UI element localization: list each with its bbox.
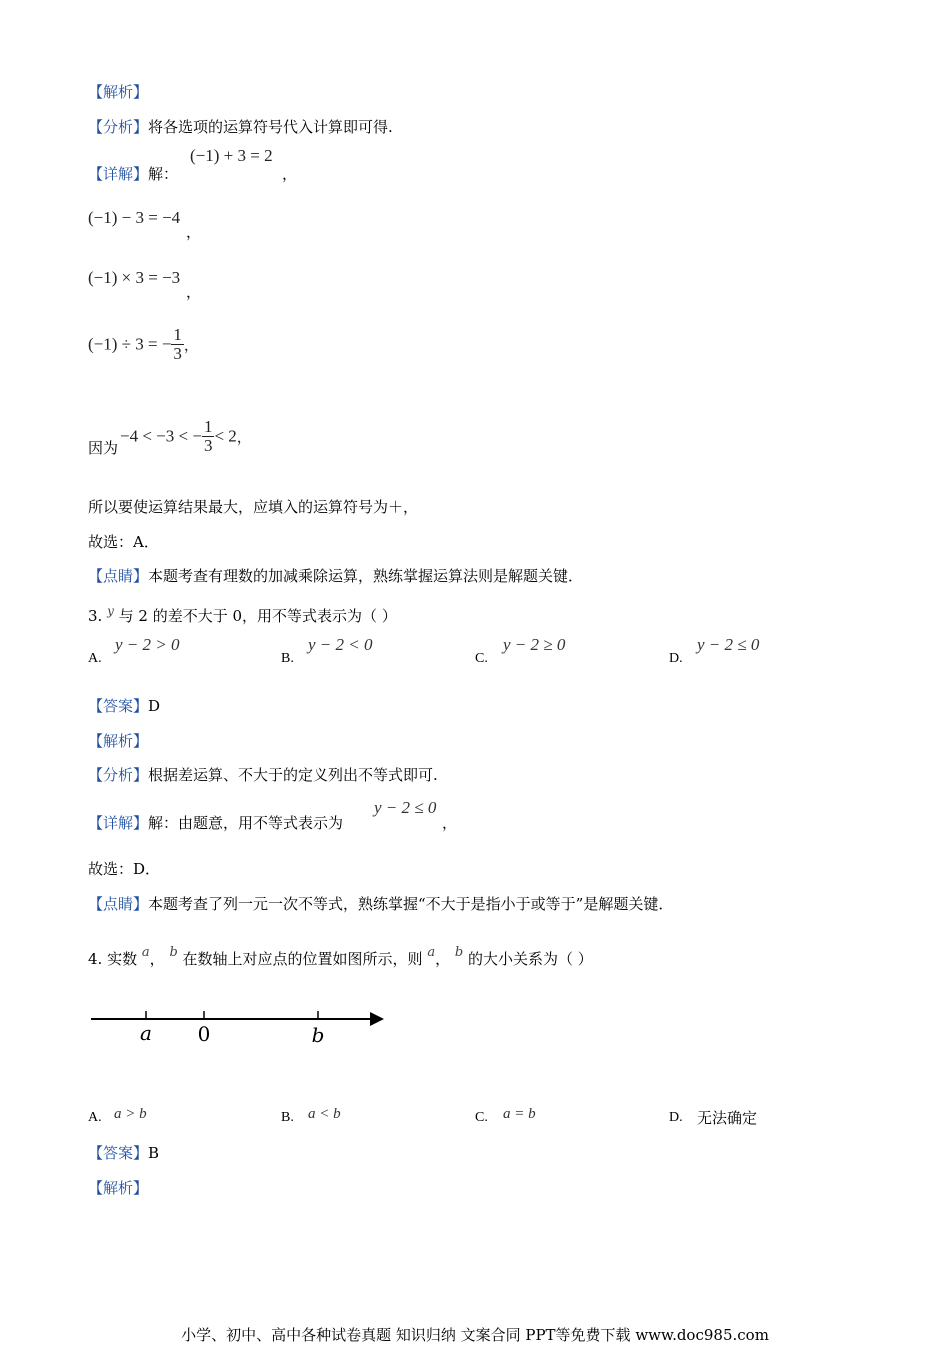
option-b-expr: a < b <box>308 1106 341 1122</box>
option-d-label: D. <box>669 651 683 666</box>
analysis-tag-q3: 【解析】 <box>88 732 149 750</box>
question-mid-text: 在数轴上对应点的位置如图所示，则 <box>182 950 423 968</box>
var-b: b <box>454 945 464 960</box>
analysis-tag-q2: 【解析】 <box>88 83 149 101</box>
method-text: 根据差运算、不大于的定义列出不等式即可. <box>148 766 438 784</box>
option-a-expr: y − 2 > 0 <box>115 635 180 654</box>
method-tag: 【分析】 <box>88 766 149 784</box>
comma: ， <box>183 338 199 354</box>
comma: ， <box>236 430 252 446</box>
option-b-expr: y − 2 < 0 <box>308 635 373 654</box>
option-b-label: B. <box>281 1110 294 1125</box>
detail-tag: 【详解】 <box>88 165 149 183</box>
equation-4-lhs: (−1) ÷ 3 = − <box>88 334 172 354</box>
var-y: y <box>107 604 114 618</box>
method-tag: 【分析】 <box>88 118 149 136</box>
comma: ， <box>186 223 202 241</box>
comma: ， <box>442 814 458 832</box>
label-zero: 0 <box>197 1022 211 1046</box>
option-c-label: C. <box>475 651 488 666</box>
question-text: 与 2 的差不大于 0，用不等式表示为（ ） <box>118 607 397 625</box>
option-c-expr: y − 2 ≥ 0 <box>503 635 566 654</box>
answer-value: D <box>148 697 161 715</box>
option-d-label: D. <box>669 1110 683 1125</box>
equation-4 <box>88 326 199 363</box>
inequality-chain <box>120 418 252 455</box>
detail-tag: 【详解】 <box>88 814 149 832</box>
question-number: 3. <box>88 607 103 625</box>
comma: ， <box>282 165 298 183</box>
detail-text: 解：由题意，用不等式表示为 <box>148 814 344 832</box>
label-b: b <box>311 1023 325 1047</box>
option-b-label: B. <box>281 651 294 666</box>
fraction-one-third <box>171 326 184 363</box>
inequality-right: < 2 <box>214 426 237 446</box>
analysis-tag-q4: 【解析】 <box>88 1179 149 1197</box>
option-d-text: 无法确定 <box>697 1109 758 1127</box>
var-b: b <box>169 945 178 960</box>
method-line-q3 <box>88 765 438 785</box>
method-line-q2 <box>88 117 393 137</box>
conclusion-line: 所以要使运算结果最大，应填入的运算符号为＋， <box>88 498 419 516</box>
question-3-stem <box>88 601 397 626</box>
option-c-label: C. <box>475 1110 488 1125</box>
fraction-denominator: 3 <box>173 344 182 363</box>
detail-prefix: 解： <box>148 165 179 183</box>
answer-tag: 【答案】 <box>88 1144 149 1162</box>
number-line-figure <box>88 1000 388 1050</box>
equation-3: (−1) × 3 = −3 <box>88 268 181 287</box>
comment-text: 本题考查了列一元一次不等式，熟练掌握“不大于是指小于或等于”是解题关键． <box>148 895 674 913</box>
comment-tag: 【点睛】 <box>88 567 149 585</box>
option-a-expr: a > b <box>114 1106 147 1122</box>
comment-line-q2 <box>88 566 583 586</box>
option-a-label: A. <box>88 651 102 666</box>
question-number: 4. 实数 <box>88 950 138 968</box>
equation-2: (−1) − 3 = −4 <box>88 208 181 227</box>
question-4-stem <box>88 943 593 969</box>
option-c-expr: a = b <box>503 1106 536 1122</box>
label-a: a <box>140 1021 152 1045</box>
choice-line-q3: 故选：D． <box>88 860 161 878</box>
fraction-numerator: 1 <box>203 417 213 436</box>
number-line-arrow <box>370 1012 384 1026</box>
choice-line-q2: 故选：A． <box>88 533 159 551</box>
detail-line-q3 <box>88 813 343 833</box>
comma: ， <box>149 950 165 968</box>
page-footer: 小学、初中、高中各种试卷真题 知识归纳 文案合同 PPT等免费下载 www.doc985.com <box>181 1326 769 1344</box>
detail-line-q2 <box>88 164 178 184</box>
comment-line-q3 <box>88 894 673 914</box>
because-label: 因为 <box>88 439 119 457</box>
comment-tag: 【点睛】 <box>88 895 149 913</box>
detail-expr: y − 2 ≤ 0 <box>374 798 437 817</box>
var-a: a <box>427 945 436 960</box>
fraction-one-third <box>202 418 215 455</box>
comment-text: 本题考查有理数的加减乘除运算，熟练掌握运算法则是解题关键． <box>148 567 584 585</box>
comma: ， <box>186 283 202 301</box>
var-a: a <box>141 945 150 960</box>
answer-line-q4 <box>88 1143 159 1163</box>
method-text: 将各选项的运算符号代入计算即可得. <box>148 118 393 136</box>
answer-line-q3 <box>88 696 160 716</box>
equation-1: (−1) + 3 = 2 <box>190 146 273 165</box>
inequality-left: −4 < −3 < − <box>120 426 202 446</box>
fraction-denominator: 3 <box>203 436 213 455</box>
answer-tag: 【答案】 <box>88 697 149 715</box>
option-d-expr: y − 2 ≤ 0 <box>697 635 760 654</box>
option-a-label: A. <box>88 1110 102 1125</box>
fraction-numerator: 1 <box>173 325 182 344</box>
comma: ， <box>435 950 451 968</box>
question-tail-text: 的大小关系为（ ） <box>468 950 593 968</box>
answer-value: B <box>148 1144 160 1162</box>
